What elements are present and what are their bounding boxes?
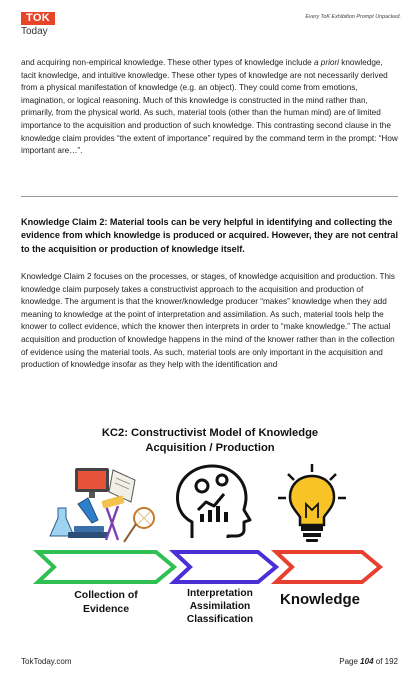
diagram-title-line2: Acquisition / Production [145,442,275,454]
footer-site: TokToday.com [21,657,72,666]
arrow-collection [38,552,174,582]
footer-page-number: Page 104 of 192 [339,657,398,666]
head-gears-icon [178,466,250,538]
stage-interpretation-label-1: Interpretation [187,588,253,599]
stage-interpretation-label-2: Assimilation [189,601,251,612]
constructivist-diagram [20,418,400,636]
logo-tok: TOK [21,12,55,25]
knowledge-claim-heading: Knowledge Claim 2: Material tools can be very helpful in identifying and collecting the evidence from which knowledge is produced or acquired. However, they are not central to the acquisition or production of knowledge itself. [21,217,398,254]
lightbulb-icon [278,464,346,542]
evidence-tools-icon [50,468,154,542]
section-divider [21,196,398,197]
header-note: Every ToK Exhibition Prompt Unpacked. [305,14,401,20]
arrow-interpretation [174,552,276,582]
arrow-knowledge [276,552,380,582]
diagram-title-line1: KC2: Constructivist Model of Knowledge [101,427,319,439]
paragraph-1: and acquiring non-empirical knowledge. These other types of knowledge include a priori knowledge, tacit knowledge, and intuitive knowledge. These other types of knowledge are not necessarily derived from a physical manifestation of knowledge (e.g. an object). They could come from emotions, imagination, or logical reasoning. Much of this knowledge is constructed in the mind rather than, primarily, from the physical world. As such, material tools (other than the human mind) are of limited importance to the acquisition and production of such knowledge. This contrasting second clause in the knowledge claim provides “the extent of importance” required by the command term in the prompt: “How important are…”. [21,58,398,156]
stage-collection-label-2: Evidence [82,603,130,615]
diagram-svg [20,418,400,636]
paragraph-2: Knowledge Claim 2 focuses on the processes, or stages, of knowledge acquisition and production. This knowledge claim purposely takes a constructivist approach to the acquisition and production of knowledge. The argument is that the knower/knowledge producer “makes” knowledge when they add meaning to knowledge at the point of interpretation and assimilation. As such, material tools help the knower to collect evidence, which the knower then interprets in order to “make knowledge.” The actual acquisition and production of knowledge happens in the mind of the knower rather than in the collection of evidence using the material tools. As such, material tools are only important in the acquisition and production of knowledge insofar as they help with the identification and [21,272,395,370]
stage-interpretation-label-3: Classification [186,614,254,625]
logo-today: Today [21,26,48,37]
stage-collection-label-1: Collection of [74,589,138,601]
logo [21,12,55,37]
stage-knowledge-label: Knowledge [279,591,361,608]
